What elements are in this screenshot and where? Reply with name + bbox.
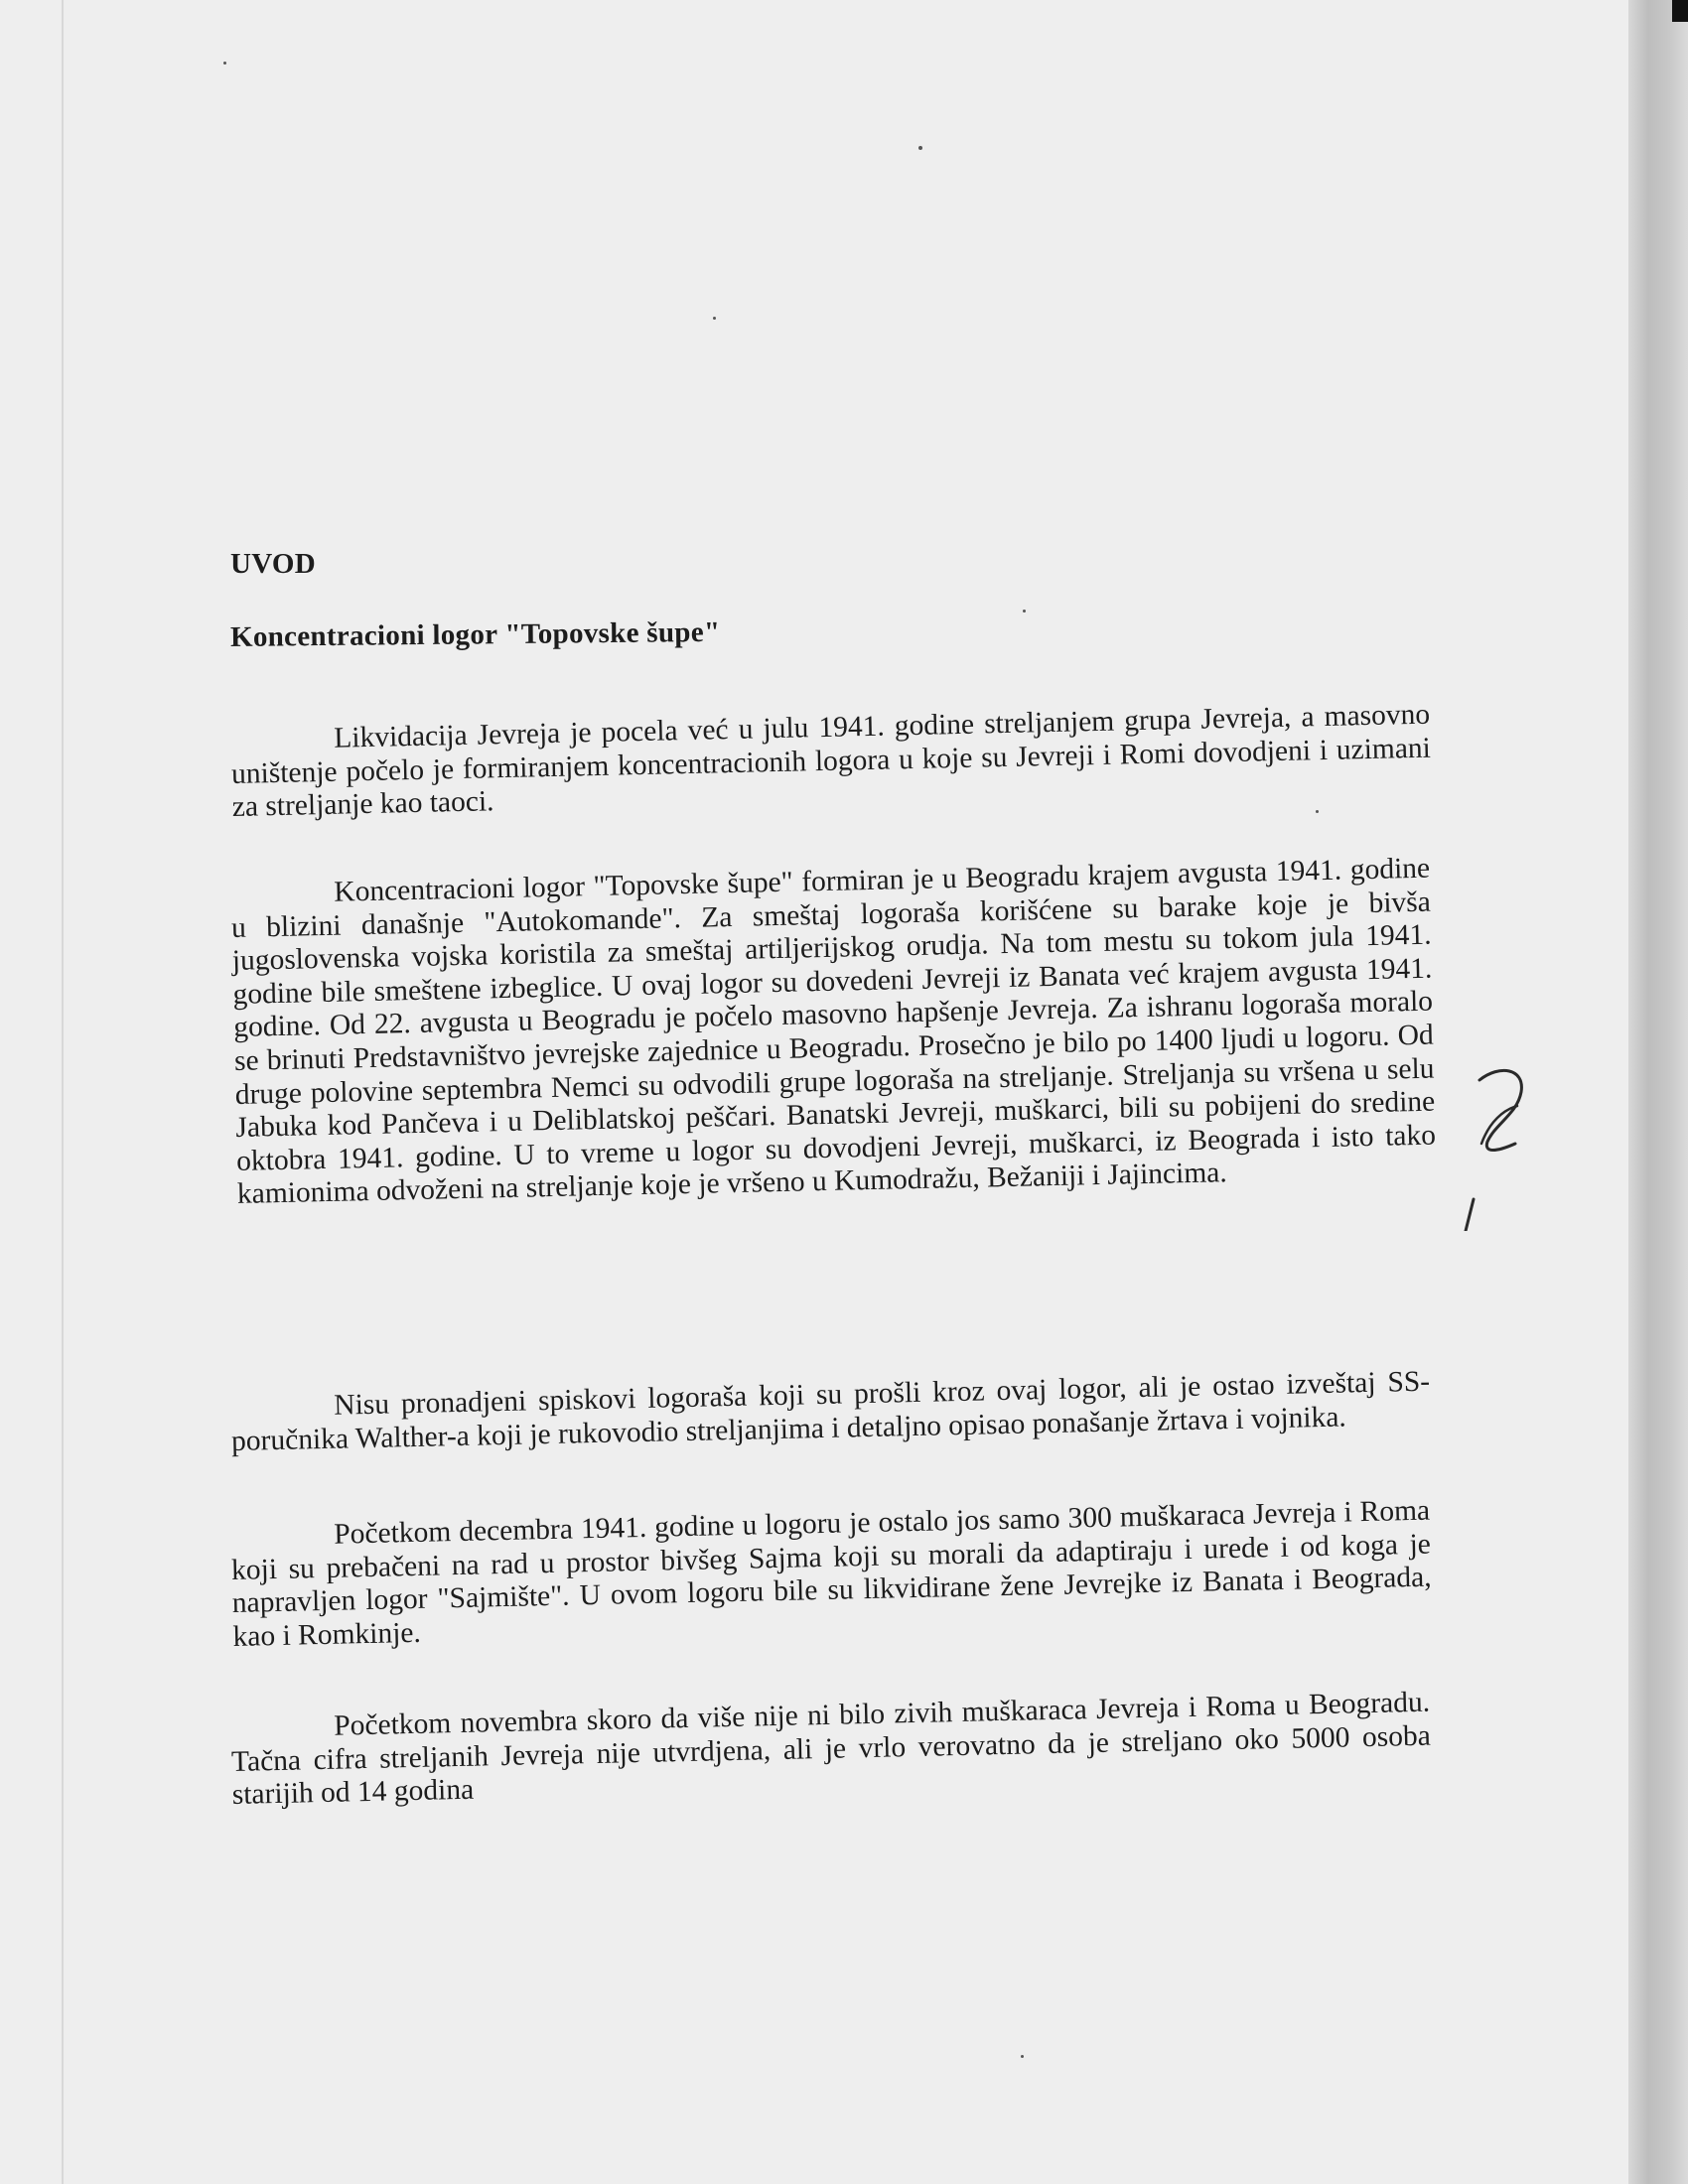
paragraph-4: Početkom decembra 1941. godine u logoru je ostalo jos samo 300 muškaraca Jevreja i Roma koji su prebačeni na rad u prostor bivšeg Sajma koji su morali da adaptiraju i urede i od koga je napravljen logor "Sajmište". U ovom logoru bile su likvidirane žene Jevrejke iz Banata i Beograda, kao i Romkinje. xyxy=(230,1494,1432,1653)
document-title: Koncentracioni logor "Topovske šupe" xyxy=(229,615,721,653)
paragraph-1: Likvidacija Jevreja je pocela već u julu 1941. godine streljanjem grupa Jevreja, a masovno uništenje počelo je formiranjem koncentracionih logora u koje su Jevreji i Romi dovodjeni i uzimani za streljanje kao taoci. xyxy=(230,698,1432,824)
scan-speck xyxy=(918,146,922,150)
scan-speck xyxy=(713,317,716,320)
handwritten-margin-mark xyxy=(1460,1062,1549,1231)
scan-corner-mark xyxy=(1672,0,1688,22)
scan-speck xyxy=(223,62,226,65)
section-heading: UVOD xyxy=(230,548,317,580)
scan-speck xyxy=(1023,610,1026,613)
paragraph-5: Početkom novembra skoro da više nije ni bilo zivih muškaraca Jevreja i Roma u Beogradu. Tačna cifra streljanih Jevreja nije utvrdjena, ali je vrlo verovatno da je streljano oko 5000 osoba starijih od 14 godina xyxy=(230,1686,1432,1812)
scan-speck xyxy=(1316,810,1319,813)
paragraph-3: Nisu pronadjeni spiskovi logoraša koji su prošli kroz ovaj logor, ali je ostao izveštaj SS-poručnika Walther-a koji je rukovodio streljanjima i detaljno opisao ponašanje žrtava i vojnika. xyxy=(230,1365,1431,1457)
scan-edge-line xyxy=(62,0,64,2184)
scan-edge-shadow xyxy=(1628,0,1688,2184)
scan-speck xyxy=(1021,2055,1024,2058)
paragraph-2: Koncentracioni logor "Topovske šupe" formiran je u Beogradu krajem avgusta 1941. godine u blizini današnje "Autokomande". Za smeštaj logoraša korišćene su barake koje je bivša jugoslovenska vojska koristila za smeštaj artiljerijskog orudja. Na tom mestu su tokom jula 1941. godine bile smeštene izbeglice. U ovaj logor su dovedeni Jevreji iz Banata već krajem avgusta 1941. godine. Od 22. avgusta u Beogradu je počelo masovno hapšenje Jevreja. Za ishranu logoraša moralo se brinuti Predstavništvo jevrejske zajednice u Beogradu. Prosečno je bilo po 1400 ljudi u logoru. Od druge polovine septembra Nemci su odvodili grupe logoraša na streljanje. Streljanja su vršena u selu Jabuka kod Pančeva i u Deliblatskoj peščari. Banatski Jevreji, muškarci, bili su pobijeni do sredine oktobra 1941. godine. U to vreme u logor su dovodjeni Jevreji, muškarci, iz Beograda i isto tako kamionima odvoženi na streljanje koje je vršeno u Kumodražu, Bežaniji i Jajincima. xyxy=(230,852,1437,1211)
